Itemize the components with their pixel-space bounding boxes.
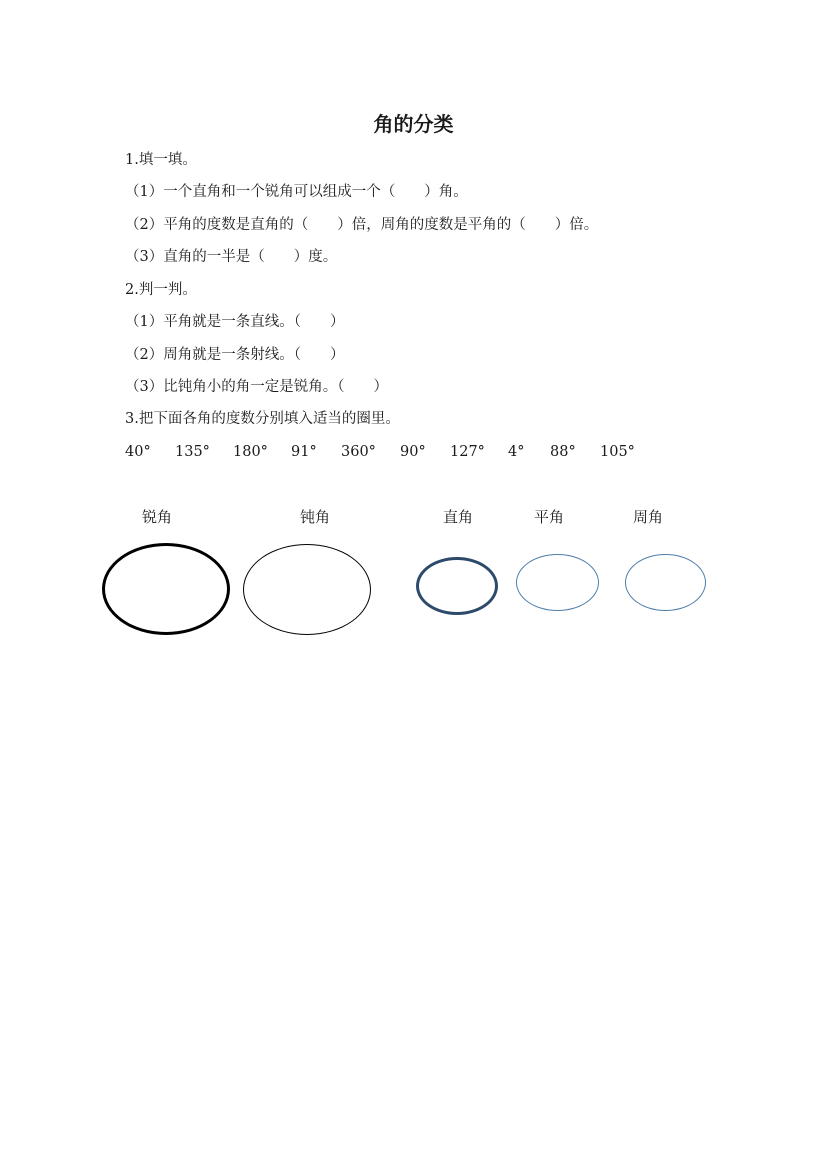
degree-value: 91° [291,444,317,460]
question-2-2: （2）周角就是一条射线。（ ） [125,347,345,363]
degree-value: 4° [508,444,525,460]
degree-value: 180° [233,444,268,460]
section-3-heading: 3.把下面各角的度数分别填入适当的圈里。 [125,411,400,427]
section-1-heading: 1.填一填。 [125,152,197,168]
straight-angle-circle[interactable] [516,554,599,611]
acute-angle-circle[interactable] [102,543,230,635]
category-label-acute: 锐角 [142,508,173,526]
page-title: 角的分类 [373,112,454,136]
question-1-2: （2）平角的度数是直角的（ ）倍，周角的度数是平角的（ ）倍。 [125,217,599,233]
question-1-3: （3）直角的一半是（ ）度。 [125,249,338,265]
question-1-1: （1）一个直角和一个锐角可以组成一个（ ）角。 [125,184,468,200]
question-2-3: （3）比钝角小的角一定是锐角。（ ） [125,379,388,395]
degree-value: 127° [450,444,485,460]
degree-value: 40° [125,444,151,460]
question-2-1: （1）平角就是一条直线。（ ） [125,314,345,330]
degree-value: 360° [341,444,376,460]
right-angle-circle[interactable] [416,557,498,615]
degree-value: 90° [400,444,426,460]
full-angle-circle[interactable] [625,554,706,611]
degree-value: 135° [175,444,210,460]
section-2-heading: 2.判一判。 [125,282,197,298]
degree-value: 105° [600,444,635,460]
category-label-full: 周角 [633,508,664,526]
category-label-right: 直角 [443,508,474,526]
obtuse-angle-circle[interactable] [243,544,371,635]
degree-value: 88° [550,444,576,460]
category-label-straight: 平角 [534,508,565,526]
category-label-obtuse: 钝角 [300,508,331,526]
